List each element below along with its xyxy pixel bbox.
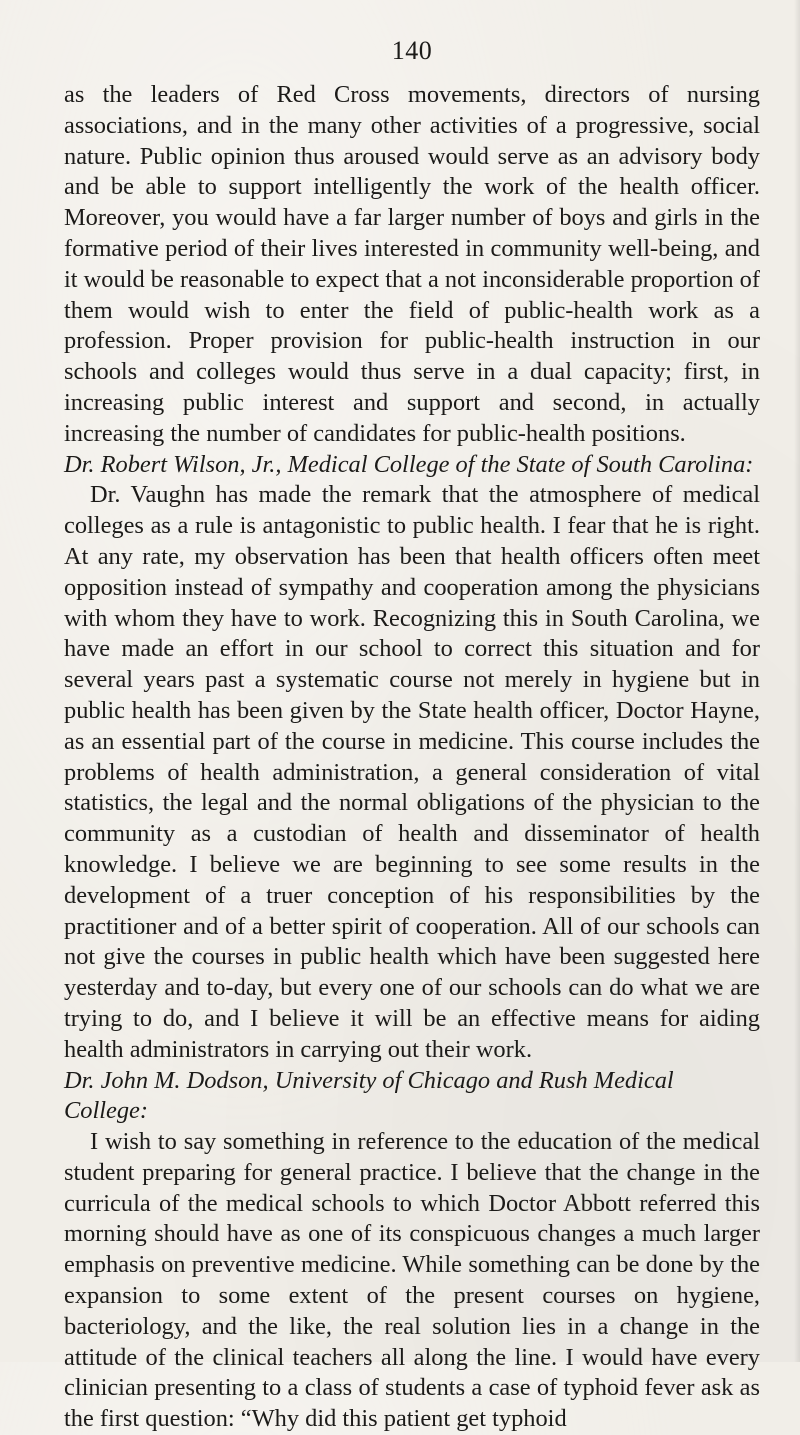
paragraph-continuation: as the leaders of Red Cross movements, directors of nursing associations, and in the many other activities of a progressive, social nature. Public opinion thus aroused would serve as an advisory body and be able to support intelligently the work of the health officer. Moreover, you would have a far larger number of boys and girls in the formative period of their lives interested in community well-being, and it would be reasonable to expect that a not inconsiderable proportion of them would wish to enter the field of public-health work as a profession. Proper provision for public-health instruction in our schools and colleges would thus serve in a dual capacity; first, in increasing public interest and support and second, in actually increasing the number of candidates for public-health positions.: [64, 81, 760, 447]
paragraph-dodson-remarks: I wish to say something in reference to the education of the medical student preparing for general practice. I believe that the change in the curricula of the medical schools to which Doctor Abbott referred this morning should have as one of its conspicuous changes a much larger emphasis on preventive medicine. While something can be done by the expansion to some extent of the present courses on hygiene, bacteriology, and the like, the real solution lies in a change in the attitude of the clinical teachers all along the line. I would have every clinician presenting to a class of students a case of typhoid fever ask as the first question: “Why did this patient get typhoid: [64, 1128, 760, 1433]
page-edge-shadow: [794, 0, 800, 1362]
speaker-heading-dodson: Dr. John M. Dodson, University of Chicago and Rush Medical College:: [64, 1066, 674, 1125]
paragraph-wilson-remarks: Dr. Vaughn has made the remark that the atmosphere of medical colleges as a rule is antagonistic to public health. I fear that he is right. At any rate, my observation has been that health officers often meet opposition instead of sympathy and cooperation among the physicians with whom they have to work. Recognizing this in South Carolina, we have made an effort in our school to correct this situation and for several years past a systematic course not merely in hygiene but in public health has been given by the State health officer, Doctor Hayne, as an essential part of the course in medicine. This course includes the problems of health administration, a general consideration of vital statistics, the legal and the normal obligations of the physician to the community as a custodian of health and disseminator of health knowledge. I believe we are beginning to see some results in the development of a truer conception of his responsibilities by the practitioner and of a better spirit of cooperation. All of our schools can not give the courses in public health which have been suggested here yesterday and to-day, but every one of our schools can do what we are trying to do, and I believe it will be an effective means for aiding health administrators in carrying out their work.: [64, 481, 760, 1063]
speaker-heading-wilson: Dr. Robert Wilson, Jr., Medical College of the State of South Carolina:: [64, 450, 754, 478]
page-number: 140: [391, 36, 433, 65]
